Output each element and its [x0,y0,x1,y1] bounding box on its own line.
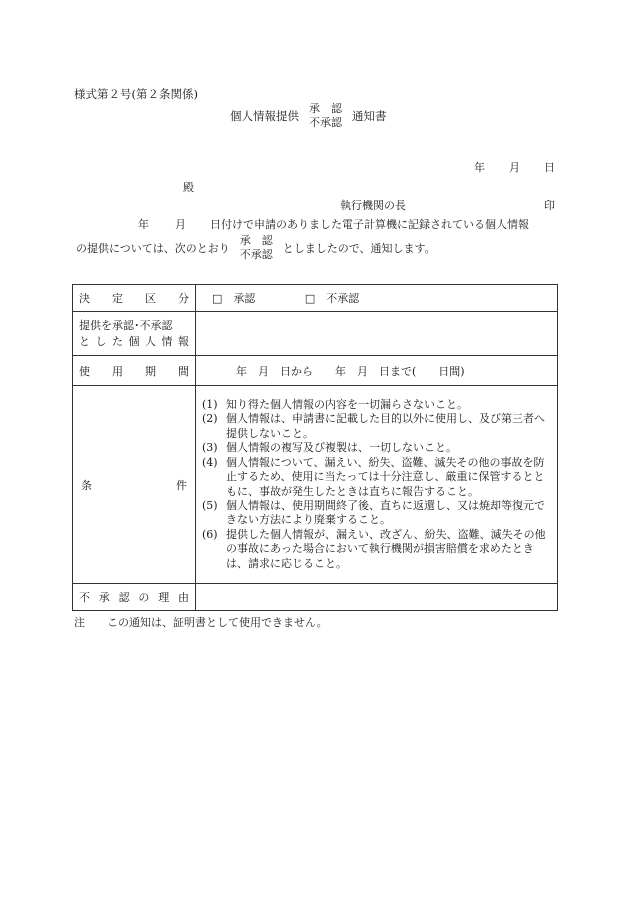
condition-item: (2) 個人情報は、申請書に記載した目的以外に使用し、及び第三者へ提供しないこと。 [202,412,545,440]
period-value-cell [196,356,558,386]
period-label: 使 用 期 間 [79,364,189,378]
decision-label-cell [73,285,196,312]
title-suffix: 通知書 [352,108,387,123]
decision-row [73,285,558,312]
body-line-2-prefix: の提供については、次のとおり [76,241,230,255]
title-option-reject: 不承認 [309,115,342,129]
period-value[interactable]: 年 月 日から 年 月 日まで( 日間) [236,364,465,378]
period-label-cell [73,356,196,386]
condition-item: (1) 知り得た個人情報の内容を一切漏らさないこと。 [202,398,468,412]
date-line [474,159,555,175]
date-month-label: 月 [509,161,520,174]
reason-label-cell [73,584,196,611]
info-value-cell[interactable] [196,312,558,356]
conditions-value-cell [196,386,558,584]
body-month-label: 月 [175,218,186,231]
body-line-2-suffix: としましたので、通知します。 [282,241,436,255]
condition-item: (5) 個人情報は、使用期間終了後、直ちに返還し、又は焼却等復元できない方法により廃棄すること。 [202,498,545,527]
title-prefix: 個人情報提供 [230,108,299,123]
conditions-label: 条 件 [81,478,187,492]
condition-item: (4) 個人情報について、漏えい、紛失、盗難、滅失その他の事故を防止するため、使用に当たっては十分注意し、厳重に保管するとともに、事故が発生したときは直ちに報告すること。 [202,455,545,498]
body-line-1-text: 日付けで申請のありました電子計算機に記録されている個人情報 [210,218,529,231]
condition-item: (6) 提供した個人情報が、漏えい、改ざん、紛失、盗難、滅失その他の事故にあった場合において執行機関が損害賠償を求めたときは、請求に応じること。 [202,527,546,570]
info-label-cell [73,312,196,356]
body-line-2 [76,234,436,262]
decision-label: 決 定 区 分 [79,292,189,305]
footnote: 注 この通知は、証明書として使用できません。 [74,616,328,629]
conditions-list [196,394,557,575]
info-label-line-2: と し た 個 人 情 報 [79,334,189,348]
body-option-approve: 承 認 [239,234,273,247]
condition-item: (3) 個人情報の複写及び複製は、一切しないこと。 [202,441,457,455]
info-row [73,312,558,356]
decision-option-reject[interactable]: □ 不承認 [304,292,360,305]
body-year-label: 年 [138,218,149,231]
period-row [73,356,558,386]
title-options [309,102,342,130]
reason-row [73,584,558,611]
title-option-approve: 承 認 [309,102,342,115]
info-label-line-1: 提供を承認･不承認 [79,318,173,332]
decision-value-cell [196,285,558,312]
info-label [73,318,195,350]
seal-mark: 印 [544,199,555,212]
date-year-label: 年 [474,161,485,174]
notification-table [72,284,558,611]
issuer-label: 執行機関の長 [340,199,406,212]
date-day-label: 日 [544,161,555,174]
body-line-1 [138,216,529,232]
body-option-reject: 不承認 [239,247,273,261]
decision-option-approve[interactable]: □ 承認 [212,292,256,305]
reason-value-cell[interactable] [196,584,558,611]
conditions-row [73,386,558,584]
document-title [230,102,387,130]
reason-label: 不 承 認 の 理 由 [79,591,189,604]
body-options [240,234,273,262]
form-number: 様式第２号(第２条関係) [74,87,198,101]
addressee-suffix: 殿 [183,181,194,194]
conditions-label-cell [73,386,196,584]
